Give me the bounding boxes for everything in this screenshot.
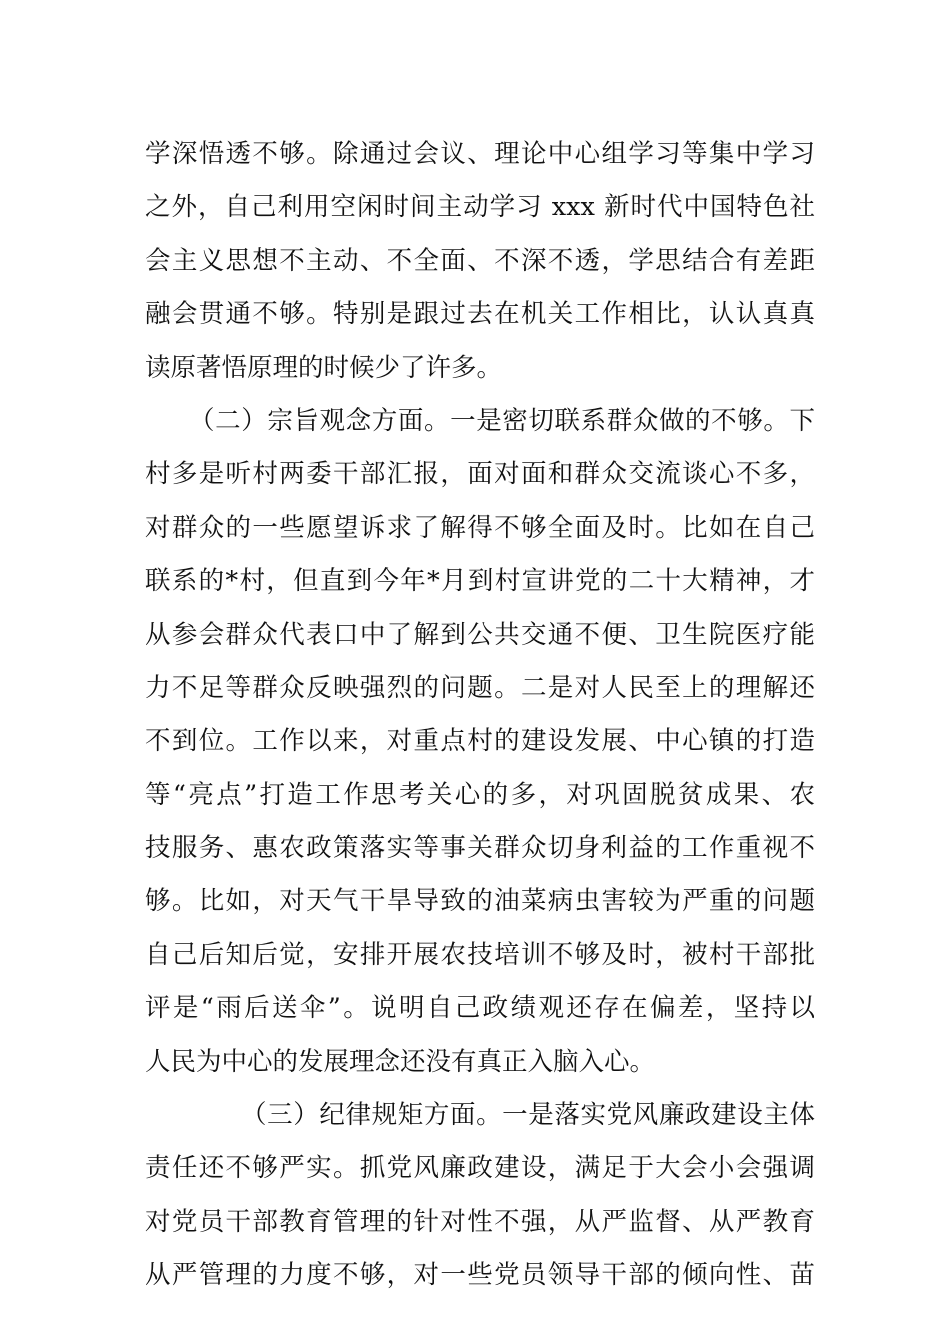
document-body xyxy=(145,128,815,1303)
text-line: 评是“雨后送伞”。说明自己政绩观还存在偏差，坚持以 xyxy=(145,993,815,1024)
text-line: （二）宗旨观念方面。一是密切联系群众做的不够。下 xyxy=(189,405,815,436)
text-line: 技服务、惠农政策落实等事关群众切身利益的工作重视不 xyxy=(145,833,815,864)
text-line: 自己后知后觉，安排开展农技培训不够及时，被村干部批 xyxy=(145,939,815,970)
text-line: 等“亮点”打造工作思考关心的多，对巩固脱贫成果、农 xyxy=(145,779,815,810)
text-line: 会主义思想不主动、不全面、不深不透，学思结合有差距 xyxy=(145,245,815,276)
text-line: 责任还不够严实。抓党风廉政建设，满足于大会小会强调 xyxy=(145,1153,815,1184)
text-line: （三）纪律规矩方面。一是落实党风廉政建设主体 xyxy=(241,1100,815,1131)
text-line: 从严管理的力度不够，对一些党员领导干部的倾向性、苗 xyxy=(145,1260,815,1291)
text-line: 不到位。工作以来，对重点村的建设发展、中心镇的打造 xyxy=(145,726,815,757)
text-line: 对群众的一些愿望诉求了解得不够全面及时。比如在自己 xyxy=(145,512,815,543)
text-line: 村多是听村两委干部汇报，面对面和群众交流谈心不多， xyxy=(145,459,815,490)
text-line: 融会贯通不够。特别是跟过去在机关工作相比，认认真真 xyxy=(145,299,815,330)
text-line: 联系的*村，但直到今年*月到村宣讲党的二十大精神，才 xyxy=(145,566,815,597)
text-line: 人民为中心的发展理念还没有真正入脑入心。 xyxy=(145,1046,656,1077)
text-line: 之外，自己利用空闲时间主动学习 xxx 新时代中国特色社 xyxy=(145,192,815,223)
paragraph-discipline-rules xyxy=(145,1089,815,1303)
text-line: 从参会群众代表口中了解到公共交通不便、卫生院医疗能 xyxy=(145,619,815,650)
text-line: 力不足等群众反映强烈的问题。二是对人民至上的理解还 xyxy=(145,672,815,703)
paragraph-purpose-concept xyxy=(145,395,815,1089)
text-line: 学深悟透不够。除通过会议、理论中心组学习等集中学习 xyxy=(145,139,815,169)
text-line: 对党员干部教育管理的针对性不强，从严监督、从严教育 xyxy=(145,1206,815,1237)
paragraph-study xyxy=(145,128,815,395)
text-line: 读原著悟原理的时候少了许多。 xyxy=(145,352,503,383)
text-line: 够。比如，对天气干旱导致的油菜病虫害较为严重的问题 xyxy=(145,886,815,917)
